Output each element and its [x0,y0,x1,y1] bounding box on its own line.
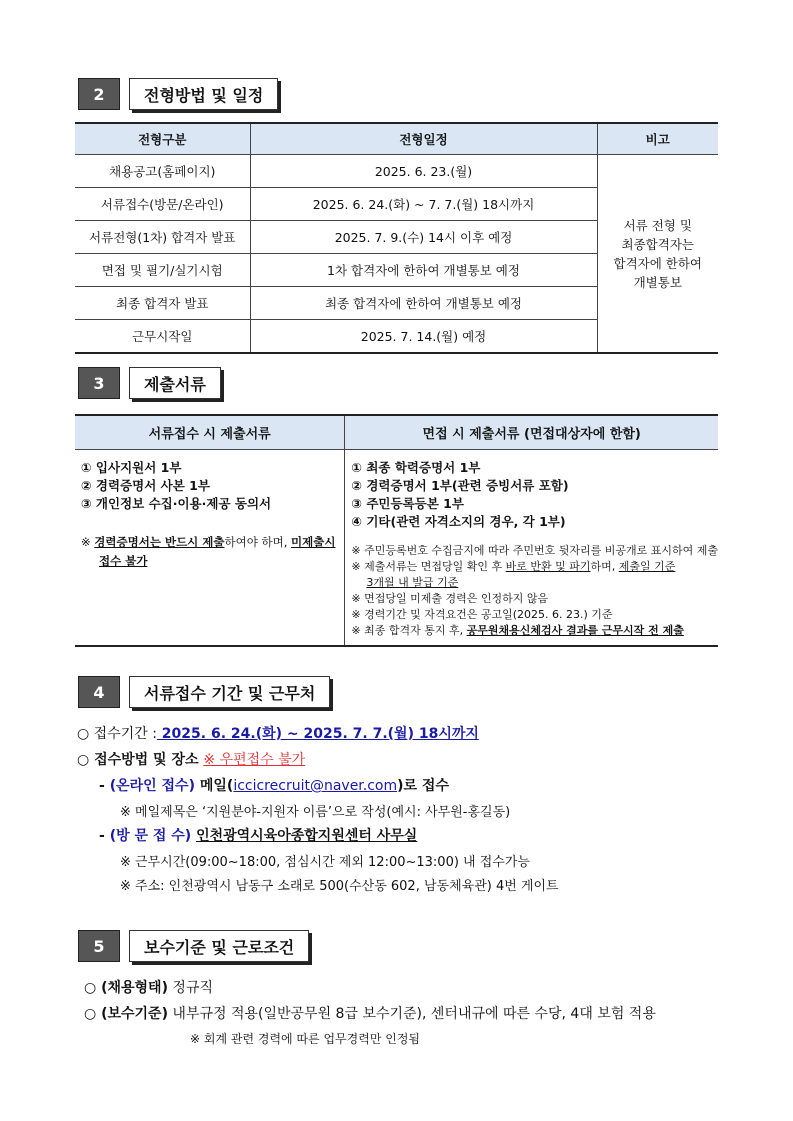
list-item: ② 경력증명서 1부(관련 증빙서류 포함) [351,478,569,493]
note-mark: ※ [81,535,95,549]
period-value: 2025. 6. 24.(화) ~ 2025. 7. 7.(월) 18시까지 [156,726,479,742]
note-text: 3개월 내 발급 기준 [366,576,459,589]
note-text: 미제출시 [291,535,336,549]
note-line [351,559,718,575]
category-cell: 최종 합격자 발표 [75,287,250,320]
item-value: 내부규정 적용(일반공무원 8급 보수기준), 센터내규에 따른 수당, 4대 보험 적용 [167,1006,656,1022]
online-text: 메일( [194,778,234,794]
schedule-cell: 2025. 7. 9.(수) 14시 이후 예정 [250,221,597,254]
schedule-cell: 2025. 7. 14.(월) 예정 [250,320,597,354]
list-item: ② 경력증명서 사본 1부 [81,478,210,493]
address-note: ※ 주소: 인천광역시 남동구 소래로 500(수산동 602, 남동체육관) 4번 게이트 [120,879,559,894]
email-link[interactable]: iccicrecruit@naver.com [233,778,398,794]
note-text: 경력증명서는 반드시 제출 [94,535,225,549]
table-header-row [75,123,718,155]
section-title: 보수기준 및 근로조건 [129,930,309,962]
section-4-header [78,676,330,708]
table-row [75,155,718,188]
section-number: 2 [78,78,120,110]
online-application [99,775,449,795]
section-number: 3 [78,367,120,399]
note-line: ※ 경력기간 및 자격요건은 공고일(2025. 6. 23.) 기준 [351,608,613,621]
application-method [77,749,305,769]
note-text: 바로 반환 및 파기 [505,560,591,573]
section-title: 제출서류 [129,367,221,399]
schedule-cell: 2025. 6. 24.(화) ~ 7. 7.(월) 18시까지 [250,188,597,221]
period-label: ○ 접수기간 : [77,726,157,742]
item-value: 정규직 [167,980,214,996]
list-item: ① 최종 학력증명서 1부 [351,460,481,475]
category-cell: 서류접수(방문/온라인) [75,188,250,221]
note-text: 제출일 기준 [618,560,676,573]
bullet-dash: - [99,828,110,844]
schedule-cell: 2025. 6. 23.(월) [250,155,597,188]
table-row [75,450,718,647]
schedule-cell: 최종 합격자에 한하여 개별통보 예정 [250,287,597,320]
category-cell: 근무시작일 [75,320,250,354]
note-line: ※ 주민등록번호 수집금지에 따라 주민번호 뒷자리를 비공개로 표시하여 제출 [351,544,718,557]
documents-table [75,414,718,647]
item-label: ○ (보수기준) [84,1006,168,1022]
item-label: ○ (채용형태) [84,980,168,996]
note-text: 하며, [590,560,619,573]
note-line [351,623,718,639]
online-text: )로 접수 [397,778,449,794]
visit-note: ※ 근무시간(09:00~18:00, 점심시간 제외 12:00~13:00) 내 접수가능 [120,855,530,870]
column-header: 서류접수 시 제출서류 [75,415,345,450]
table-header-row [75,415,718,450]
method-label: ○ 접수방법 및 장소 [77,752,204,768]
method-warning: ※ 우편접수 불가 [203,752,306,768]
section-5-header [78,930,309,962]
visit-place: 인천광역시육아종합지원센터 사무실 [196,828,418,844]
visit-label: (방 문 접 수) [109,828,192,844]
online-label: (온라인 접수) [109,778,195,794]
note-text: 공무원채용신체검사 결과를 근무시작 전 제출 [466,624,684,637]
column-header: 면접 시 제출서류 (면접대상자에 한함) [345,415,718,450]
pay-note: ※ 회계 관련 경력에 따른 업무경력만 인정됨 [190,1032,421,1046]
list-item: ① 입사지원서 1부 [81,460,182,475]
column-header: 비고 [597,123,718,155]
remark-cell [597,155,718,354]
remark-line: 개별통보 [633,274,682,290]
interview-documents-cell [345,450,718,647]
section-number: 4 [78,676,120,708]
remark-line: 합격자에 한하여 [613,255,702,271]
employment-type [84,977,213,997]
list-item: ③ 개인정보 수집·이용·제공 동의서 [81,496,272,511]
note-line: ※ 면접당일 미제출 경력은 인정하지 않음 [351,592,549,605]
submission-note [81,533,344,571]
section-title: 전형방법 및 일정 [129,78,278,110]
column-header: 전형구분 [75,123,250,155]
section-title: 서류접수 기간 및 근무처 [129,676,330,708]
remark-line: 서류 전형 및 [623,217,692,233]
section-number: 5 [78,930,120,962]
column-header: 전형일정 [250,123,597,155]
note-text: ※ 제출서류는 면접당일 확인 후 [351,560,506,573]
note-text: ※ 최종 합격자 통지 후, [351,624,467,637]
category-cell: 채용공고(홈페이지) [75,155,250,188]
application-period [77,723,479,743]
pay-standard [84,1003,656,1023]
schedule-cell: 1차 합격자에 한하여 개별통보 예정 [250,254,597,287]
section-3-header [78,367,221,399]
note-text: 접수 불가 [99,554,148,568]
category-cell: 서류전형(1차) 합격자 발표 [75,221,250,254]
online-note: ※ 메일제목은 ‘지원분야-지원자 이름’으로 작성(예시: 사무원-홍길동) [120,805,511,820]
list-item: ③ 주민등록등본 1부 [351,496,464,511]
application-documents-cell [75,450,345,647]
note-line [351,575,718,591]
note-text: 하여야 하며, [224,535,292,549]
category-cell: 면접 및 필기/실기시험 [75,254,250,287]
section-2-header [78,78,278,110]
visit-application [99,825,417,845]
bullet-dash: - [99,778,110,794]
remark-line: 최종합격자는 [621,236,694,252]
list-item: ④ 기타(관련 자격소지의 경우, 각 1부) [351,514,566,529]
schedule-table [75,122,718,354]
